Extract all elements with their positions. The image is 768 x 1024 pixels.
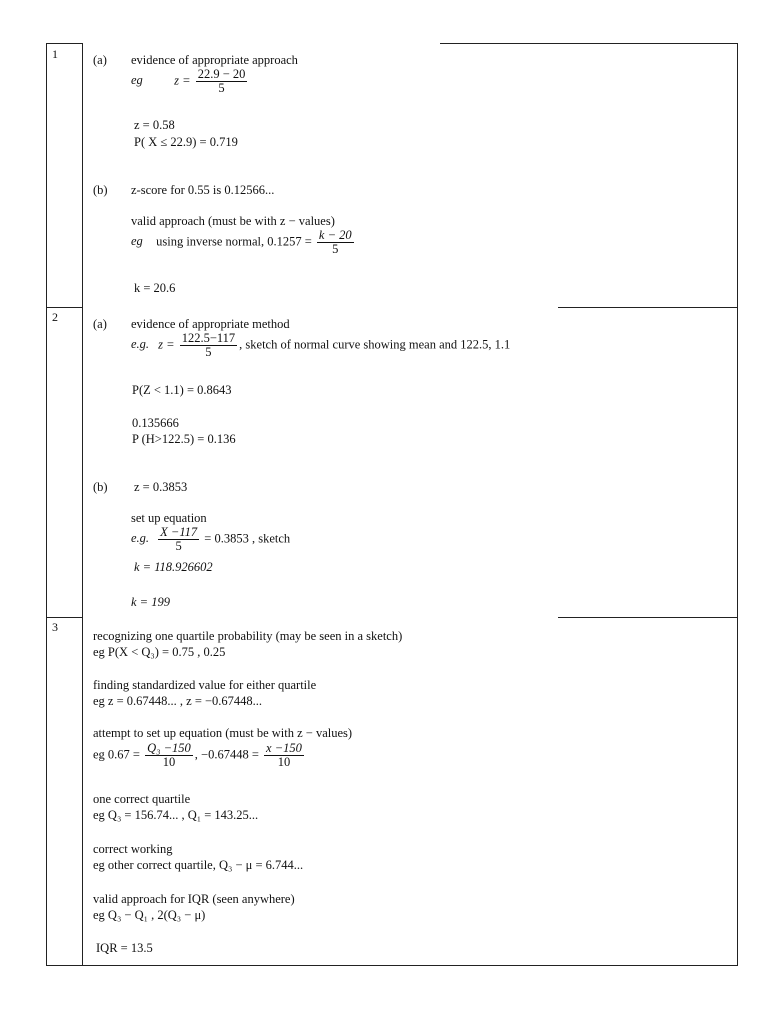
- q2a-frac-den: 5: [205, 345, 212, 359]
- q1b-label: (b): [93, 183, 108, 197]
- q2b-eg: e.g.: [131, 531, 150, 546]
- q1a-probability: P( X ≤ 22.9) = 0.719: [134, 135, 238, 149]
- q1b-frac-den: 5: [332, 242, 339, 256]
- q2a-prob1: P(Z < 1.1) = 0.8643: [132, 383, 232, 397]
- q2b-frac-den: 5: [175, 539, 182, 553]
- q2b-fraction: [158, 526, 199, 553]
- q2b-k2: k = 199: [131, 595, 170, 609]
- q2a-prob2: P (H>122.5) = 0.136: [132, 432, 236, 446]
- q1b-eg: eg: [131, 234, 143, 249]
- q1b-eg-text: using inverse normal, 0.1257 =: [156, 234, 312, 249]
- question-number-2: 2: [52, 310, 58, 324]
- q2a-equation: [131, 332, 510, 359]
- q2a-eg: e.g.: [131, 337, 150, 352]
- q1b-frac-num: k − 20: [318, 228, 352, 242]
- q2b-label: (b): [93, 480, 108, 494]
- table-frame: [46, 43, 738, 966]
- q3-line4: one correct quartile: [93, 792, 191, 806]
- q3-eg6: eg Q₃ − Q₁ , 2(Q₃ − μ): [93, 908, 206, 922]
- q2b-line1: set up equation: [131, 511, 207, 525]
- q3-eg3-fraction2: [264, 742, 304, 769]
- q2a-label: (a): [93, 317, 107, 331]
- q3-eg1: eg P(X < Q₃) = 0.75 , 0.25: [93, 645, 226, 659]
- q3-line3: attempt to set up equation (must be with z − values): [93, 726, 353, 740]
- q1a-label: (a): [93, 53, 107, 67]
- q1b-k-value: k = 20.6: [134, 281, 176, 295]
- q3-eg3-mid: , −0.67448 =: [194, 747, 259, 762]
- q3-line6: valid approach for IQR (seen anywhere): [93, 892, 295, 906]
- question-number-3: 3: [52, 620, 58, 634]
- q1a-z-value: z = 0.58: [134, 118, 175, 132]
- q2a-frac-num: 122.5−117: [181, 331, 236, 345]
- q2b-after: = 0.3853 , sketch: [204, 531, 291, 546]
- q1b-fraction: [317, 229, 354, 256]
- q3-eg3-prefix: eg 0.67 =: [93, 747, 140, 762]
- row-divider-2-right: [558, 617, 737, 618]
- q3-eg3-frac1-num: Q₃ −150: [147, 741, 191, 755]
- q1a-frac-den: 5: [218, 81, 225, 95]
- q1b-equation: [131, 229, 356, 256]
- row-divider-2-left: [46, 617, 83, 618]
- q1a-z-eq: z =: [174, 73, 191, 88]
- q3-eg3-frac1-den: 10: [162, 755, 176, 769]
- q2b-frac-num: X −117: [160, 525, 198, 539]
- q1a-frac-num: 22.9 − 20: [197, 67, 246, 81]
- q2b-equation: [131, 526, 290, 553]
- q2a-after: , sketch of normal curve showing mean and 122.5, 1.1: [239, 337, 511, 352]
- number-column-divider: [82, 43, 83, 966]
- q2a-value: 0.135666: [132, 416, 179, 430]
- q3-eg2: eg z = 0.67448... , z = −0.67448...: [93, 694, 263, 708]
- question-number-1: 1: [52, 47, 58, 61]
- q3-line2: finding standardized value for either quartile: [93, 678, 317, 692]
- q1a-eg: eg: [131, 73, 143, 88]
- q3-eg3-frac2-den: 10: [277, 755, 291, 769]
- q2b-k1: k = 118.926602: [134, 560, 213, 574]
- q3-eg4: eg Q₃ = 156.74... , Q₁ = 143.25...: [93, 808, 259, 822]
- row-divider-1-left: [46, 307, 83, 308]
- q2a-line1: evidence of appropriate method: [131, 317, 290, 331]
- row-divider-1-right: [558, 307, 737, 308]
- q3-eg3: [93, 742, 306, 769]
- q1b-line2: valid approach (must be with z − values): [131, 214, 335, 228]
- q3-eg5: eg other correct quartile, Q₃ − μ = 6.744...: [93, 858, 304, 872]
- q2a-fraction: [180, 332, 237, 359]
- q3-eg3-frac2-num: x −150: [266, 741, 302, 755]
- q2a-z-eq: z =: [158, 337, 175, 352]
- q1b-line1: z-score for 0.55 is 0.12566...: [131, 183, 275, 197]
- q1a-line1: evidence of appropriate approach: [131, 53, 298, 67]
- q3-line5: correct working: [93, 842, 173, 856]
- top-rule-right: [440, 43, 737, 44]
- q1a-fraction: [196, 68, 248, 95]
- top-rule-left: [46, 43, 83, 44]
- q3-eg3-fraction1: [145, 742, 193, 769]
- q3-iqr: IQR = 13.5: [96, 941, 153, 955]
- q3-line1: recognizing one quartile probability (may be seen in a sketch): [93, 629, 403, 643]
- q1a-equation: [131, 68, 249, 95]
- q2b-z-value: z = 0.3853: [134, 480, 188, 494]
